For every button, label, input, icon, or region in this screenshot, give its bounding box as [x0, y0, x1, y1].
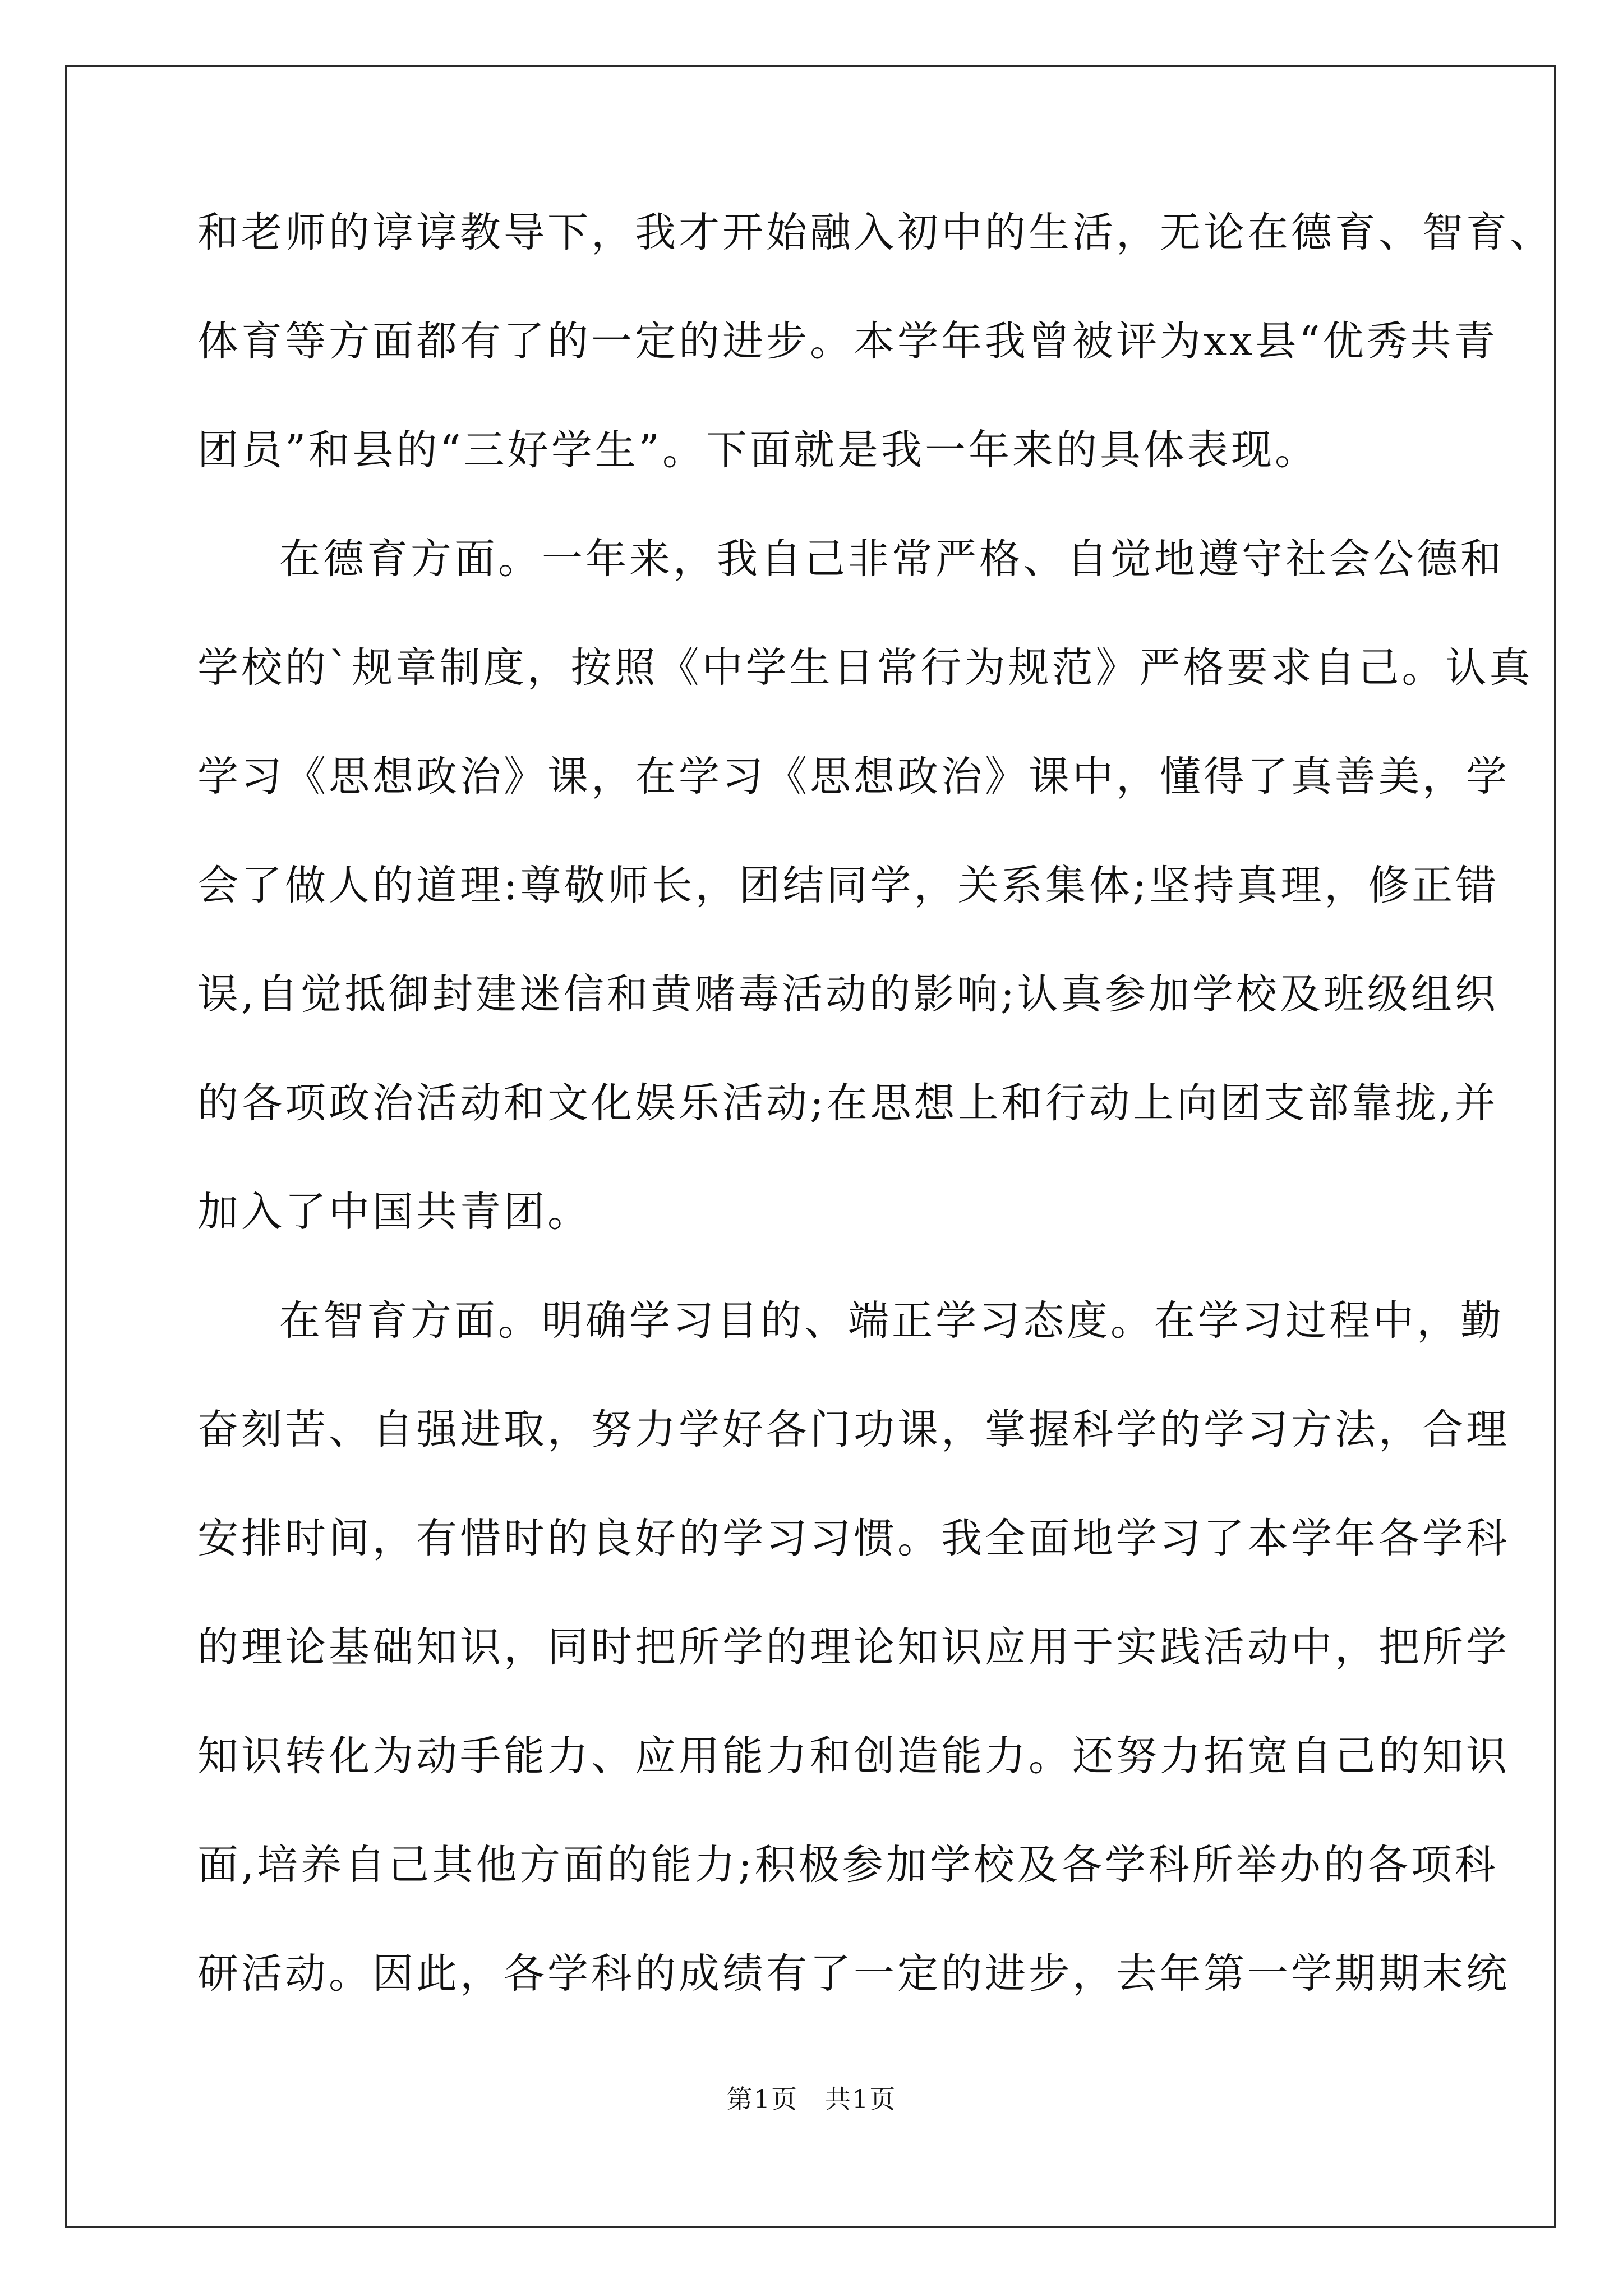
- text-line: 安排时间，有惜时的良好的学习习惯。我全面地学习了本学年各学科: [197, 1515, 1510, 1562]
- text-line: 和老师的谆谆教导下，我才开始融入初中的生活，无论在德育、智育、: [197, 209, 1553, 256]
- text-line: 研活动。因此，各学科的成绩有了一定的进步，去年第一学期期末统: [197, 1950, 1510, 1998]
- text-line: 的各项政治活动和文化娱乐活动;在思想上和行动上向团支部靠拢,并: [197, 1079, 1498, 1127]
- text-line: 会了做人的道理:尊敬师长，团结同学，关系集体;坚持真理，修正错: [197, 862, 1500, 909]
- document-body: [197, 178, 1553, 2028]
- text-line: 加入了中国共青团。: [197, 1188, 591, 1236]
- paragraph-first-line: 在智育方面。明确学习目的、端正学习态度。在学习过程中，勤: [279, 1297, 1504, 1345]
- text-line: 的理论基础知识，同时把所学的理论知识应用于实践活动中，把所学: [197, 1623, 1510, 1671]
- text-line: 学习《思想政治》课，在学习《思想政治》课中，懂得了真善美，学: [197, 753, 1510, 800]
- text-line: 体育等方面都有了的一定的进步。本学年我曾被评为xx县“优秀共青: [197, 318, 1498, 365]
- page-number-footer: 第1页 共1页: [726, 2084, 897, 2114]
- text-line: 面,培养自己其他方面的能力;积极参加学校及各学科所举办的各项科: [197, 1841, 1498, 1889]
- text-line: 学校的`规章制度，按照《中学生日常行为规范》严格要求自己。认真: [197, 644, 1533, 692]
- text-line: 团员”和县的“三好学生”。下面就是我一年来的具体表现。: [197, 426, 1318, 474]
- text-line: 误,自觉抵御封建迷信和黄赌毒活动的影响;认真参加学校及班级组织: [197, 970, 1498, 1018]
- text-line: 奋刻苦、自强进取，努力学好各门功课，掌握科学的学习方法，合理: [197, 1406, 1510, 1453]
- text-line: 知识转化为动手能力、应用能力和创造能力。还努力拓宽自己的知识: [197, 1732, 1510, 1780]
- paragraph-first-line: 在德育方面。一年来，我自己非常严格、自觉地遵守社会公德和: [279, 535, 1504, 583]
